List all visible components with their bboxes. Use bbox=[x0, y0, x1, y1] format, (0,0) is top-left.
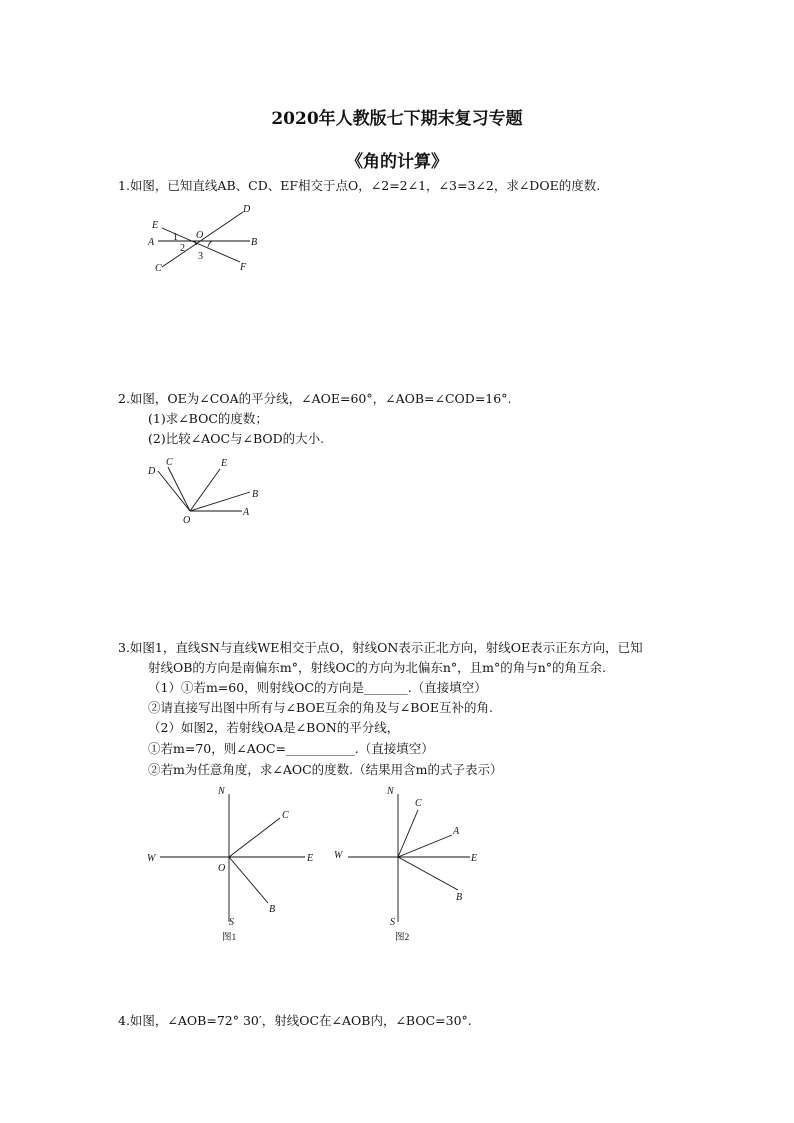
problem-3-part-2: （2）如图2，若射线OA是∠BON的平分线， bbox=[148, 720, 400, 735]
label-o: O bbox=[218, 863, 226, 874]
label-c: C bbox=[415, 798, 422, 809]
problem-4-text: 4.如图，∠AOB=72° 30′，射线OC在∠AOB内，∠BOC=30°. bbox=[118, 1013, 472, 1028]
ray-oc bbox=[168, 467, 190, 511]
problem-3-part-1-2: ②请直接写出图中所有与∠BOE互余的角及与∠BOE互补的角. bbox=[148, 700, 494, 715]
label-a: A bbox=[453, 826, 460, 837]
label-b: B bbox=[251, 237, 258, 248]
label-s: S bbox=[390, 917, 395, 928]
label-d: D bbox=[148, 466, 156, 477]
page-subtitle: 《角的计算》 bbox=[346, 152, 448, 172]
problem-3-part-1: （1）①若m=60，则射线OC的方向是_______.（直接填空） bbox=[148, 680, 487, 695]
label-o: O bbox=[196, 230, 204, 241]
label-w: W bbox=[147, 853, 156, 864]
label-b: B bbox=[252, 489, 259, 500]
problem-2-figure bbox=[140, 452, 270, 532]
label-1: 1 bbox=[173, 232, 178, 243]
problem-3-figure-1 bbox=[140, 782, 330, 952]
label-3: 3 bbox=[198, 251, 203, 262]
problem-1-text: 1.如图，已知直线AB、CD、EF相交于点O，∠2=2∠1，∠3=3∠2，求∠DOE的度数. bbox=[118, 178, 601, 193]
angle-arc bbox=[208, 241, 212, 247]
figure-2-caption: 图2 bbox=[395, 933, 410, 943]
label-c: C bbox=[155, 263, 162, 274]
label-n: N bbox=[218, 786, 225, 797]
label-w: W bbox=[334, 850, 343, 861]
ray-oc bbox=[229, 818, 280, 857]
label-b: B bbox=[269, 904, 276, 915]
label-c: C bbox=[282, 810, 289, 821]
label-e: E bbox=[221, 458, 228, 469]
label-o: O bbox=[183, 515, 191, 526]
ray-od bbox=[158, 471, 190, 511]
ray-ob bbox=[229, 857, 268, 903]
figure-1-caption: 图1 bbox=[222, 933, 237, 943]
problem-3-text-cont: 射线OB的方向是南偏东m°，射线OC的方向为北偏东n°，且m°的角与n°的角互余. bbox=[148, 660, 607, 675]
label-2: 2 bbox=[180, 243, 185, 254]
label-s: S bbox=[229, 917, 234, 928]
problem-2-part-2: (2)比较∠AOC与∠BOD的大小. bbox=[148, 431, 325, 446]
problem-3-part-2-2: ②若m为任意角度，求∠AOC的度数.（结果用含m的式子表示） bbox=[148, 762, 503, 777]
ray-ob bbox=[398, 857, 458, 890]
page-title: 2020年人教版七下期末复习专题 bbox=[271, 109, 523, 129]
label-a: A bbox=[148, 237, 155, 248]
label-e: E bbox=[152, 220, 159, 231]
problem-2-part-1: (1)求∠BOC的度数； bbox=[148, 411, 268, 426]
label-e: E bbox=[471, 853, 478, 864]
label-a: A bbox=[243, 507, 250, 518]
problem-2-text: 2.如图，OE为∠COA的平分线，∠AOE=60°，∠AOB=∠COD=16°. bbox=[118, 391, 512, 406]
problem-3-part-2-1: ①若m=70，则∠AOC=___________.（直接填空） bbox=[148, 741, 434, 756]
ray-oe bbox=[190, 469, 220, 511]
problem-1-figure bbox=[140, 200, 270, 280]
label-d: D bbox=[243, 204, 251, 215]
label-e: E bbox=[307, 853, 314, 864]
problem-3-text: 3.如图1，直线SN与直线WE相交于点O，射线ON表示正北方向，射线OE表示正东方向，已知 bbox=[118, 640, 643, 655]
problem-3-figure-2 bbox=[330, 782, 500, 952]
label-f: F bbox=[240, 262, 247, 273]
label-n: N bbox=[387, 786, 394, 797]
label-c: C bbox=[166, 457, 173, 468]
label-b: B bbox=[456, 892, 463, 903]
ray-ob bbox=[190, 492, 250, 511]
